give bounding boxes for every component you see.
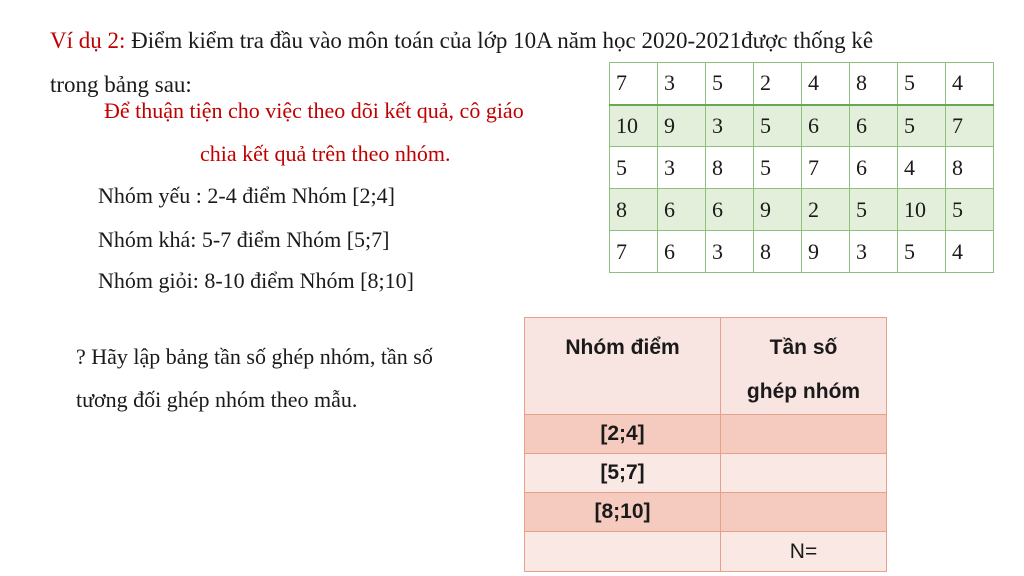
score-cell: 4	[898, 147, 946, 189]
table-row	[525, 493, 887, 532]
score-cell: 6	[802, 105, 850, 147]
score-cell: 9	[802, 231, 850, 273]
frequency-cell[interactable]	[721, 415, 887, 454]
score-cell: 10	[610, 105, 658, 147]
score-table	[609, 62, 994, 273]
score-cell: 8	[610, 189, 658, 231]
group-weak: Nhóm yếu : 2-4 điểm Nhóm [2;4]	[98, 183, 395, 208]
group-cell: [2;4]	[525, 415, 721, 454]
example-title	[50, 28, 873, 54]
score-cell: 3	[658, 147, 706, 189]
score-cell: 5	[850, 189, 898, 231]
score-cell: 4	[946, 231, 994, 273]
score-cell: 10	[898, 189, 946, 231]
table-row	[525, 415, 887, 454]
header-frequency-line-1: Tần số	[769, 336, 838, 359]
score-cell: 7	[610, 231, 658, 273]
score-cell: 8	[754, 231, 802, 273]
score-cell: 5	[610, 147, 658, 189]
score-cell: 3	[706, 231, 754, 273]
score-cell: 5	[706, 63, 754, 105]
score-cell: 8	[850, 63, 898, 105]
header-frequency-cell	[721, 318, 887, 415]
score-cell: 5	[946, 189, 994, 231]
score-cell: 6	[658, 231, 706, 273]
frequency-cell[interactable]	[721, 454, 887, 493]
score-cell: 6	[658, 189, 706, 231]
question-line-1: ? Hãy lập bảng tần số ghép nhóm, tần số	[76, 344, 433, 369]
example-description-cont: trong bảng sau:	[50, 72, 192, 97]
note-line-1: Để thuận tiện cho việc theo dõi kết quả, cô giáo	[104, 98, 524, 123]
score-cell: 8	[706, 147, 754, 189]
frequency-table	[524, 317, 887, 572]
total-empty-cell	[525, 532, 721, 572]
score-cell: 3	[850, 231, 898, 273]
question-line-2: tương đối ghép nhóm theo mẫu.	[76, 387, 358, 412]
table-row	[610, 147, 994, 189]
example-description: Điểm kiểm tra đầu vào môn toán của lớp 10A năm học 2020-2021được thống kê	[125, 28, 874, 53]
score-cell: 7	[802, 147, 850, 189]
score-cell: 2	[802, 189, 850, 231]
score-cell: 5	[898, 63, 946, 105]
score-cell: 9	[658, 105, 706, 147]
score-cell: 2	[754, 63, 802, 105]
header-frequency-line-2: ghép nhóm	[746, 380, 861, 403]
score-cell: 6	[706, 189, 754, 231]
frequency-table-header	[525, 318, 887, 415]
score-cell: 6	[850, 147, 898, 189]
table-row	[525, 454, 887, 493]
table-row	[610, 105, 994, 147]
score-cell: 4	[946, 63, 994, 105]
table-row	[610, 63, 994, 105]
frequency-cell[interactable]	[721, 493, 887, 532]
score-cell: 5	[754, 147, 802, 189]
score-cell: 3	[706, 105, 754, 147]
score-cell: 5	[898, 105, 946, 147]
total-row	[525, 532, 887, 572]
note-line-2: chia kết quả trên theo nhóm.	[200, 141, 451, 166]
group-cell: [5;7]	[525, 454, 721, 493]
table-row	[610, 189, 994, 231]
example-label: Ví dụ 2:	[50, 28, 126, 53]
score-cell: 4	[802, 63, 850, 105]
score-cell: 5	[754, 105, 802, 147]
score-cell: 3	[658, 63, 706, 105]
score-cell: 8	[946, 147, 994, 189]
score-cell: 7	[610, 63, 658, 105]
score-cell: 9	[754, 189, 802, 231]
header-group-cell: Nhóm điểm	[525, 318, 721, 415]
total-cell: N=	[721, 532, 887, 572]
score-cell: 7	[946, 105, 994, 147]
group-fair: Nhóm khá: 5-7 điểm Nhóm [5;7]	[98, 227, 390, 252]
score-cell: 5	[898, 231, 946, 273]
group-cell: [8;10]	[525, 493, 721, 532]
score-cell: 6	[850, 105, 898, 147]
group-good: Nhóm giỏi: 8-10 điểm Nhóm [8;10]	[98, 268, 414, 293]
table-row	[610, 231, 994, 273]
